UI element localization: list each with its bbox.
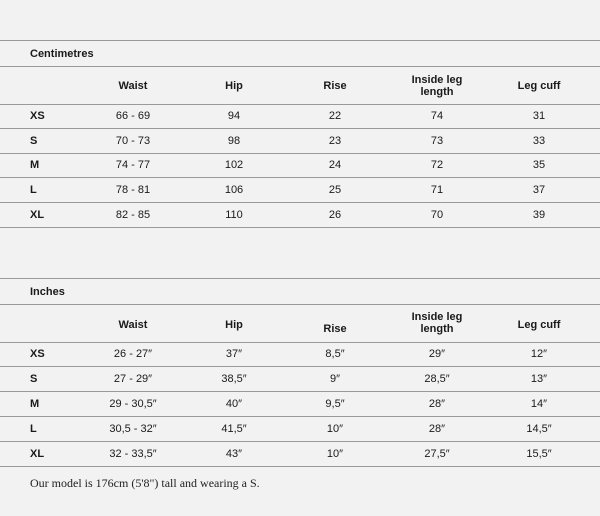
column-header-hip: Hip: [225, 80, 243, 92]
size-label: L: [30, 184, 37, 196]
divider: [0, 66, 600, 67]
column-header-rise: Rise: [323, 323, 347, 335]
table-cell: 98: [227, 135, 241, 147]
divider: [0, 40, 600, 41]
size-label: L: [30, 423, 37, 435]
column-header-leg-cuff: Leg cuff: [517, 80, 561, 92]
table-cell: 82 - 85: [115, 209, 151, 221]
table-cell: 70 - 73: [115, 135, 151, 147]
size-label: S: [30, 373, 38, 385]
size-label: M: [30, 159, 40, 171]
column-header-waist: Waist: [118, 319, 148, 331]
table-cell: 14,5″: [526, 423, 552, 435]
table-cell: 102: [224, 159, 244, 171]
table-cell: 110: [225, 209, 243, 221]
table-cell: 31: [532, 110, 546, 122]
column-header-hip: Hip: [225, 319, 243, 331]
table-cell: 22: [328, 110, 342, 122]
table-cell: 29″: [428, 348, 446, 360]
table-cell: 73: [430, 135, 444, 147]
divider: [0, 416, 600, 417]
divider: [0, 391, 600, 392]
table-cell: 12″: [530, 348, 548, 360]
table-cell: 74 - 77: [115, 159, 151, 171]
table-cell: 72: [430, 159, 444, 171]
table-cell: 37″: [225, 348, 243, 360]
size-label: XS: [30, 110, 45, 122]
table-cell: 39: [532, 209, 546, 221]
divider: [0, 202, 600, 203]
size-label: M: [30, 398, 40, 410]
table-cell: 29 - 30,5″: [109, 398, 157, 410]
table-cell: 37: [532, 184, 546, 196]
size-label: S: [30, 135, 38, 147]
table-cell: 71: [430, 184, 444, 196]
table-cell: 66 - 69: [115, 110, 151, 122]
table-cell: 35: [532, 159, 546, 171]
table-cell: 27,5″: [424, 448, 450, 460]
table-cell: 41,5″: [221, 423, 247, 435]
table-cell: 9,5″: [325, 398, 345, 410]
size-label: XL: [30, 448, 45, 460]
divider: [0, 177, 600, 178]
table-cell: 25: [328, 184, 342, 196]
column-header-leg-cuff: Leg cuff: [517, 319, 561, 331]
table-cell: 13″: [530, 373, 548, 385]
table-cell: 28,5″: [424, 373, 450, 385]
table-cell: 40″: [225, 398, 243, 410]
table-cell: 9″: [329, 373, 341, 385]
table-unit-title: Inches: [30, 286, 65, 298]
table-cell: 26 - 27″: [113, 348, 153, 360]
table-cell: 28″: [428, 423, 446, 435]
size-label: XS: [30, 348, 45, 360]
divider: [0, 366, 600, 367]
table-cell: 30,5 - 32″: [109, 423, 157, 435]
table-cell: 27 - 29″: [113, 373, 153, 385]
table-cell: 94: [227, 110, 241, 122]
table-cell: 33: [532, 135, 546, 147]
table-cell: 78 - 81: [115, 184, 151, 196]
table-cell: 23: [328, 135, 342, 147]
table-cell: 38,5″: [221, 373, 247, 385]
divider: [0, 278, 600, 279]
column-header-waist: Waist: [118, 80, 148, 92]
table-cell: 43″: [225, 448, 243, 460]
table-cell: 10″: [326, 448, 344, 460]
divider: [0, 342, 600, 343]
column-header-inside-leg-length: Inside leg length: [411, 74, 463, 98]
table-unit-title: Centimetres: [30, 48, 94, 60]
table-cell: 70: [430, 209, 444, 221]
table-cell: 15,5″: [526, 448, 552, 460]
size-label: XL: [30, 209, 45, 221]
table-cell: 74: [430, 110, 444, 122]
column-header-rise: Rise: [323, 80, 347, 92]
table-cell: 14″: [530, 398, 548, 410]
divider: [0, 128, 600, 129]
table-cell: 106: [224, 184, 244, 196]
divider: [0, 104, 600, 105]
table-cell: 28″: [428, 398, 446, 410]
divider: [0, 153, 600, 154]
divider: [0, 227, 600, 228]
divider: [0, 466, 600, 467]
table-cell: 26: [328, 209, 342, 221]
column-header-inside-leg-length: Inside leg length: [411, 311, 463, 335]
table-cell: 8,5″: [325, 348, 345, 360]
table-cell: 32 - 33,5″: [109, 448, 157, 460]
table-cell: 24: [328, 159, 342, 171]
model-size-note: Our model is 176cm (5'8") tall and wearing a S.: [30, 476, 260, 490]
divider: [0, 441, 600, 442]
table-cell: 10″: [326, 423, 344, 435]
divider: [0, 304, 600, 305]
